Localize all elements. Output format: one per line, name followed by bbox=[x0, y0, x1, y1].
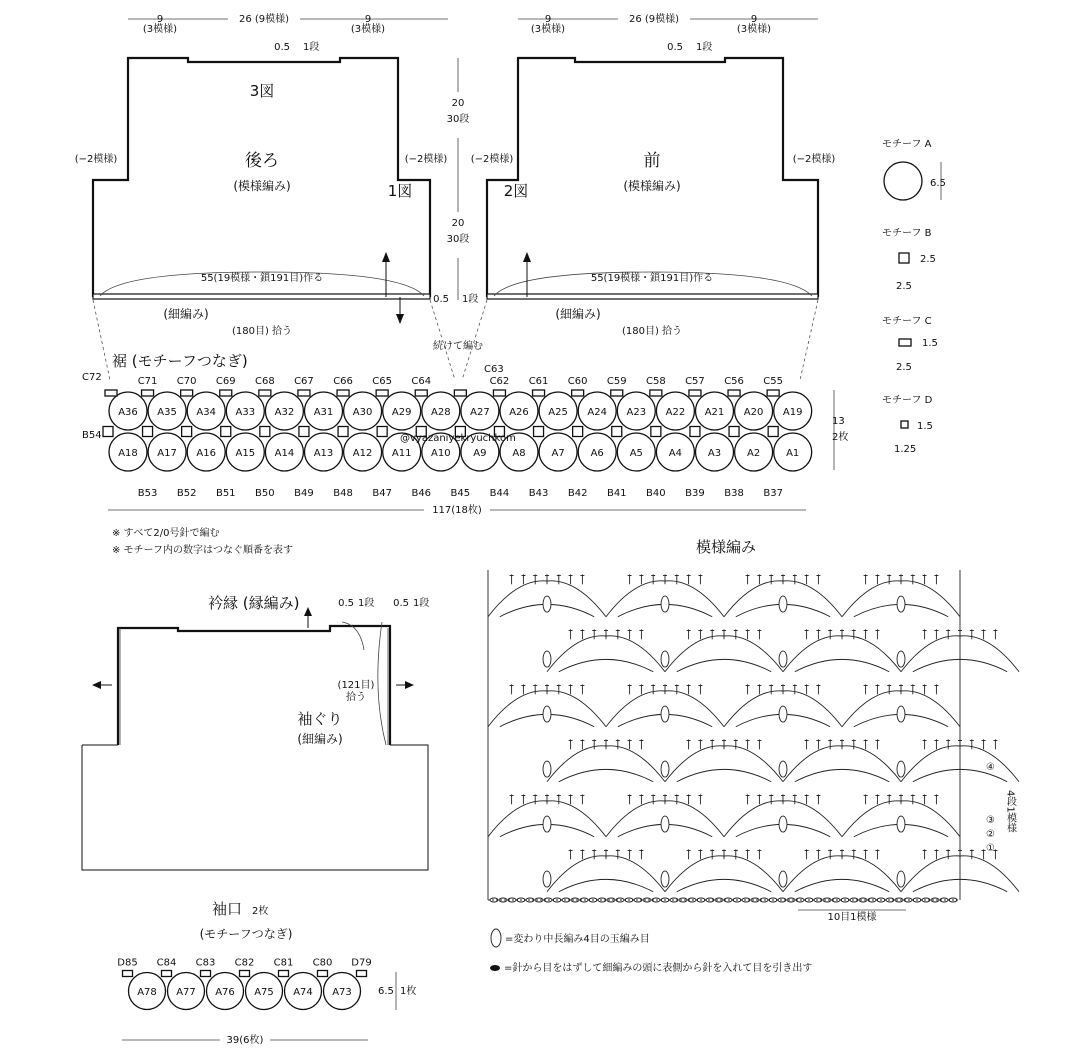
cuff-motif-c-label: C81 bbox=[273, 957, 294, 969]
armhole-sub: (細編み) bbox=[297, 732, 343, 746]
cuff-motif-c-label: C82 bbox=[234, 957, 255, 969]
hem-motif-b bbox=[768, 427, 778, 437]
hem-motif-bottom-label: A7 bbox=[551, 448, 565, 459]
hem-motif-c bbox=[533, 390, 545, 396]
hem-motif-top-label: A35 bbox=[157, 407, 177, 418]
puff-stitch bbox=[543, 706, 551, 722]
back-pickup-label: (180目) 拾う bbox=[231, 326, 293, 337]
puff-stitch bbox=[779, 761, 787, 777]
collar-title: 衿縁 (縁編み) bbox=[208, 594, 300, 612]
puff-stitch bbox=[543, 761, 551, 777]
puff-stitch bbox=[661, 816, 669, 832]
hem-motif-top-label: A34 bbox=[196, 407, 216, 418]
hem-motif-b-label: B45 bbox=[450, 488, 471, 499]
mid-edge-rows: 1段 bbox=[462, 294, 479, 305]
motif-d-height: 1.5 bbox=[917, 421, 933, 432]
puff-stitch bbox=[661, 871, 669, 887]
cuff-motif-c bbox=[123, 971, 133, 977]
hem-motif-bottom-label: A15 bbox=[235, 448, 256, 459]
puff-stitch bbox=[897, 651, 905, 667]
hem-motif-b bbox=[182, 427, 192, 437]
hem-motif-b-label: B39 bbox=[685, 488, 705, 499]
cuff-motif-c bbox=[162, 971, 172, 977]
front-dim-left-sub: (3模様) bbox=[530, 24, 566, 35]
motif-b-label: モチーフ B bbox=[882, 228, 932, 239]
puff-stitch bbox=[897, 596, 905, 612]
puff-stitch bbox=[543, 596, 551, 612]
hem-motif-top-label: A26 bbox=[509, 407, 529, 418]
hem-motif-c-label: C67 bbox=[294, 376, 314, 387]
hem-motif-c-label: C66 bbox=[333, 376, 353, 387]
cuff-motif-c bbox=[279, 971, 289, 977]
puff-stitch-icon bbox=[491, 929, 501, 947]
back-side-right: (−2模様) bbox=[404, 154, 448, 165]
hem-motif-bottom-label: A10 bbox=[431, 448, 451, 459]
hem-motif-c bbox=[572, 390, 584, 396]
hem-motif-b bbox=[338, 427, 348, 437]
cuff-width: 39(6枚) bbox=[226, 1035, 264, 1046]
collar-sleeve-diagram bbox=[82, 594, 429, 870]
back-top-gap: 0.5 bbox=[274, 42, 290, 53]
back-panel bbox=[75, 12, 455, 380]
chart-row-2: ② bbox=[986, 829, 995, 840]
hem-motif-c-label: C56 bbox=[724, 376, 744, 387]
hem-motif-top-label: A27 bbox=[470, 407, 490, 418]
hem-motif-b bbox=[221, 427, 231, 437]
hem-motif-top-label: A28 bbox=[431, 407, 451, 418]
cuff-height: 6.5 bbox=[378, 986, 394, 997]
hem-motif-bottom-label: A12 bbox=[352, 448, 373, 459]
hem-motif-b bbox=[612, 427, 622, 437]
hem-motif-top-label: A23 bbox=[626, 407, 647, 418]
collar-pick: (121目) bbox=[337, 680, 375, 691]
cuff-motif-a-label: A73 bbox=[332, 987, 352, 998]
hem-motif-top-label: A36 bbox=[118, 407, 138, 418]
hem-motif-b-label: B52 bbox=[176, 488, 197, 499]
hem-motif-bottom-label: A5 bbox=[629, 448, 643, 459]
motif-b-icon bbox=[899, 253, 909, 263]
puff-stitch bbox=[779, 816, 787, 832]
mid-edge-h: 0.5 bbox=[433, 294, 449, 305]
hem-motif-bottom-label: A17 bbox=[157, 448, 177, 459]
hem-motif-top-label: A32 bbox=[274, 407, 295, 418]
mid-h1: 20 bbox=[451, 98, 465, 109]
hem-motif-b-label: B44 bbox=[489, 488, 510, 499]
motif-d-label: モチーフ D bbox=[882, 395, 933, 406]
motif-c-height: 1.5 bbox=[922, 338, 938, 349]
mid-h2: 20 bbox=[451, 218, 465, 229]
motif-d-width: 1.25 bbox=[894, 444, 917, 455]
stitch-chart bbox=[488, 538, 1019, 974]
cuff-motif-a-label: A76 bbox=[215, 987, 235, 998]
hem-motif-top-label: A30 bbox=[352, 407, 373, 418]
hem-motif-bottom-label: A1 bbox=[786, 448, 800, 459]
hem-motif-b54 bbox=[103, 427, 113, 437]
puff-stitch bbox=[661, 651, 669, 667]
hem-motif-c bbox=[376, 390, 388, 396]
motif-b-height: 2.5 bbox=[920, 254, 936, 265]
cuff-count: 2枚 bbox=[252, 906, 269, 917]
front-dim-left: 9 bbox=[544, 14, 552, 25]
hem-motif-c bbox=[220, 390, 232, 396]
back-title: 後ろ bbox=[245, 151, 279, 171]
hem-motif-c bbox=[415, 390, 427, 396]
hem-motif-b-label: B50 bbox=[255, 488, 275, 499]
motif-a-size: 6.5 bbox=[930, 178, 946, 189]
hem-motif-c bbox=[767, 390, 779, 396]
back-fig-label: 3図 bbox=[249, 82, 275, 100]
hem-motif-bottom-label: A2 bbox=[746, 448, 761, 459]
hem-motif-c-label: C59 bbox=[606, 376, 627, 387]
front-panel bbox=[462, 12, 835, 380]
cuff-diagram bbox=[117, 900, 416, 1046]
legend-pull: =針から目をはずして細編みの頭に表側から針を入れて目を引き出す bbox=[504, 963, 813, 974]
hem-motif-b-label: B51 bbox=[215, 488, 236, 499]
back-dim-right: 9 bbox=[364, 14, 372, 25]
chart-repeat-v: 4段1模様 bbox=[1004, 790, 1016, 833]
puff-stitch bbox=[779, 651, 787, 667]
hem-motif-b-label: B40 bbox=[646, 488, 666, 499]
hem-motif-c bbox=[493, 390, 505, 396]
front-side-left: (−2模様) bbox=[470, 154, 514, 165]
hem-motif-bottom-label: A13 bbox=[313, 448, 334, 459]
back-dim-left-sub: (3模様) bbox=[142, 24, 178, 35]
hem-motif-b-label: B43 bbox=[528, 488, 549, 499]
hem-motif-bottom-label: A16 bbox=[196, 448, 216, 459]
puff-stitch bbox=[897, 871, 905, 887]
hem-motif-b-label: B38 bbox=[724, 488, 744, 499]
motif-c-label: モチーフ C bbox=[882, 316, 932, 327]
cuff-motif-c-label: C83 bbox=[195, 957, 216, 969]
pull-stitch-icon bbox=[490, 965, 500, 971]
hem-motif-b bbox=[690, 427, 700, 437]
front-top-gap: 0.5 bbox=[667, 42, 683, 53]
motif-a-label: モチーフ A bbox=[882, 139, 932, 150]
motif-c-width: 2.5 bbox=[896, 362, 912, 373]
hem-motif-b-label: B41 bbox=[606, 488, 627, 499]
back-top-gap-rows: 1段 bbox=[303, 42, 320, 53]
hem-watermark: @vyazaniyekryuchkom bbox=[400, 433, 516, 444]
puff-stitch bbox=[543, 651, 551, 667]
chart-repeat-h: 10目1模様 bbox=[827, 912, 877, 923]
back-dim-center: 26 (9模様) bbox=[238, 14, 290, 25]
hem-motif-c-label: C70 bbox=[176, 376, 197, 387]
hem-b54: B54 bbox=[82, 430, 102, 441]
hem-motif-top-label: A22 bbox=[665, 407, 686, 418]
front-pickup-label: (180目) 拾う bbox=[621, 326, 683, 337]
hem-motif-b bbox=[729, 427, 739, 437]
front-pattern-label: (模様編み) bbox=[623, 179, 681, 193]
hem-motif-c bbox=[650, 390, 662, 396]
hem-motif-c-label: C69 bbox=[215, 376, 236, 387]
hem-motif-bottom-label: A4 bbox=[668, 448, 683, 459]
hem-motif-c bbox=[142, 390, 154, 396]
hem-motif-top-label: A25 bbox=[548, 407, 568, 418]
hem-motif-b-label: B47 bbox=[372, 488, 392, 499]
hem-motif-c-label: C68 bbox=[254, 376, 275, 387]
cuff-title: 袖口 bbox=[212, 900, 243, 918]
front-edge-label: (細編み) bbox=[555, 307, 601, 321]
back-dim-right-sub: (3模様) bbox=[350, 24, 386, 35]
cuff-motif-c-label: C80 bbox=[312, 957, 333, 969]
hem-motif-c-label: C57 bbox=[685, 376, 705, 387]
chart-row-1: ① bbox=[986, 843, 995, 854]
cuff-motif-c-label: D79 bbox=[351, 957, 372, 969]
hem-motif-bottom-label: A3 bbox=[707, 448, 722, 459]
front-title: 前 bbox=[643, 151, 661, 171]
cuff-motif-c bbox=[357, 971, 367, 977]
cuff-motif-c bbox=[240, 971, 250, 977]
cuff-motif-c-label: D85 bbox=[117, 957, 138, 969]
motif-a-icon bbox=[884, 162, 922, 200]
front-dim-right-sub: (3模様) bbox=[736, 24, 772, 35]
cuff-motif-a-label: A77 bbox=[176, 987, 196, 998]
puff-stitch bbox=[661, 706, 669, 722]
hem-motif-c-label: C60 bbox=[567, 376, 588, 387]
hem-height-sub: 2枚 bbox=[832, 432, 849, 443]
front-cast-on: 55(19模様・鎖191目)作る bbox=[590, 273, 714, 284]
front-side-right: (−2模様) bbox=[792, 154, 836, 165]
hem-motif-b bbox=[260, 427, 270, 437]
collar-h1-rows: 1段 bbox=[358, 598, 375, 609]
hem-motif-b-label: B46 bbox=[411, 488, 432, 499]
cuff-motif-a-label: A74 bbox=[293, 987, 313, 998]
puff-stitch bbox=[779, 596, 787, 612]
hem-motif-bottom-label: A11 bbox=[391, 448, 412, 459]
back-dim-left: 9 bbox=[156, 14, 164, 25]
hem-motif-b-label: B37 bbox=[763, 488, 783, 499]
cuff-motif-a-label: A78 bbox=[137, 987, 157, 998]
hem-motif-top-label: A19 bbox=[782, 407, 803, 418]
puff-stitch bbox=[897, 761, 905, 777]
hem-strip bbox=[82, 352, 848, 556]
chart-row-3: ③ bbox=[986, 815, 995, 826]
hem-motif-c bbox=[337, 390, 349, 396]
mid-h2-rows: 30段 bbox=[446, 234, 470, 245]
hem-motif-c-label: C58 bbox=[645, 376, 666, 387]
back-edge-label: (細編み) bbox=[163, 307, 209, 321]
puff-stitch bbox=[779, 706, 787, 722]
note-2: ※ モチーフ内の数字はつなぐ順番を表す bbox=[112, 545, 294, 556]
hem-motif-bottom-label: A14 bbox=[274, 448, 295, 459]
hem-motif-bottom-label: A8 bbox=[512, 448, 526, 459]
hem-motif-bottom-label: A6 bbox=[590, 448, 604, 459]
chart-row-4: ④ bbox=[986, 762, 995, 773]
front-dim-right: 9 bbox=[750, 14, 758, 25]
legend-puff: =変わり中長編み4目の玉編み目 bbox=[505, 934, 650, 945]
hem-height: 13 bbox=[832, 416, 845, 427]
hem-motif-c-label: C61 bbox=[528, 376, 549, 387]
hem-motif-b bbox=[534, 427, 544, 437]
hem-motif-c63 bbox=[454, 390, 466, 396]
hem-motif-c bbox=[611, 390, 623, 396]
hem-motif-c bbox=[689, 390, 701, 396]
front-top-gap-rows: 1段 bbox=[696, 42, 713, 53]
hem-width: 117(18枚) bbox=[432, 505, 482, 516]
hem-motif-b bbox=[299, 427, 309, 437]
collar-pick-2: 拾う bbox=[346, 692, 366, 703]
puff-stitch bbox=[897, 706, 905, 722]
puff-stitch bbox=[779, 871, 787, 887]
hem-motif-top-label: A33 bbox=[235, 407, 256, 418]
cuff-sub: (モチーフつなぎ) bbox=[199, 927, 293, 941]
hem-title: 裾 (モチーフつなぎ) bbox=[112, 352, 248, 370]
puff-stitch bbox=[543, 871, 551, 887]
motif-legend bbox=[882, 138, 946, 455]
hem-motif-b-label: B53 bbox=[137, 488, 158, 499]
puff-stitch bbox=[661, 596, 669, 612]
hem-motif-b-label: B49 bbox=[294, 488, 314, 499]
puff-stitch bbox=[543, 816, 551, 832]
hem-c63: C63 bbox=[484, 364, 504, 375]
hem-motif-b bbox=[143, 427, 153, 437]
hem-c72: C72 bbox=[82, 372, 102, 383]
collar-h2: 0.5 bbox=[393, 598, 409, 609]
cuff-height-sub: 1枚 bbox=[400, 986, 417, 997]
motif-d-icon bbox=[901, 421, 908, 428]
armhole-label: 袖ぐり bbox=[297, 710, 343, 728]
front-dim-center: 26 (9模様) bbox=[628, 14, 680, 25]
motif-c-icon bbox=[899, 339, 911, 346]
hem-motif-top-label: A29 bbox=[391, 407, 412, 418]
hem-motif-b bbox=[573, 427, 583, 437]
middle-dimensions bbox=[433, 58, 483, 352]
chart-title: 模様編み bbox=[695, 538, 757, 556]
puff-stitch bbox=[661, 761, 669, 777]
hem-motif-top-label: A20 bbox=[743, 407, 764, 418]
motif-b-width: 2.5 bbox=[896, 281, 912, 292]
cuff-motif-a-label: A75 bbox=[254, 987, 274, 998]
collar-h2-rows: 1段 bbox=[413, 598, 430, 609]
hem-motif-bottom-label: A9 bbox=[473, 448, 487, 459]
mid-continue: 続けて編む bbox=[433, 341, 483, 352]
hem-motif-c-label: C71 bbox=[137, 376, 158, 387]
hem-motif-b bbox=[377, 427, 387, 437]
hem-motif-c-label: C64 bbox=[411, 376, 432, 387]
back-fig1-label: 1図 bbox=[387, 182, 413, 200]
hem-motif-c bbox=[259, 390, 271, 396]
hem-motif-b-label: B42 bbox=[567, 488, 588, 499]
hem-motif-top-label: A31 bbox=[313, 407, 334, 418]
hem-motif-c bbox=[728, 390, 740, 396]
hem-motif-top-label: A24 bbox=[587, 407, 607, 418]
note-1: ※ すべて2/0号針で編む bbox=[112, 528, 220, 539]
hem-motif-bottom-label: A18 bbox=[118, 448, 138, 459]
back-side-left: (−2模様) bbox=[74, 154, 118, 165]
back-cast-on: 55(19模様・鎖191目)作る bbox=[200, 273, 324, 284]
cuff-motif-c bbox=[201, 971, 211, 977]
hem-motif-c bbox=[298, 390, 310, 396]
back-pattern-label: (模様編み) bbox=[233, 179, 291, 193]
mid-h1-rows: 30段 bbox=[446, 114, 470, 125]
cuff-motif-c bbox=[318, 971, 328, 977]
hem-motif-top-label: A21 bbox=[704, 407, 725, 418]
collar-h1: 0.5 bbox=[338, 598, 354, 609]
hem-motif-c-label: C65 bbox=[372, 376, 393, 387]
hem-motif-b bbox=[651, 427, 661, 437]
puff-stitch bbox=[897, 816, 905, 832]
front-fig2-label: 2図 bbox=[503, 182, 529, 200]
cuff-motif-c-label: C84 bbox=[156, 957, 177, 969]
hem-motif-c72 bbox=[105, 390, 117, 396]
hem-motif-c bbox=[181, 390, 193, 396]
hem-motif-c-label: C55 bbox=[763, 376, 784, 387]
hem-motif-c-label: C62 bbox=[489, 376, 510, 387]
hem-motif-b-label: B48 bbox=[333, 488, 353, 499]
